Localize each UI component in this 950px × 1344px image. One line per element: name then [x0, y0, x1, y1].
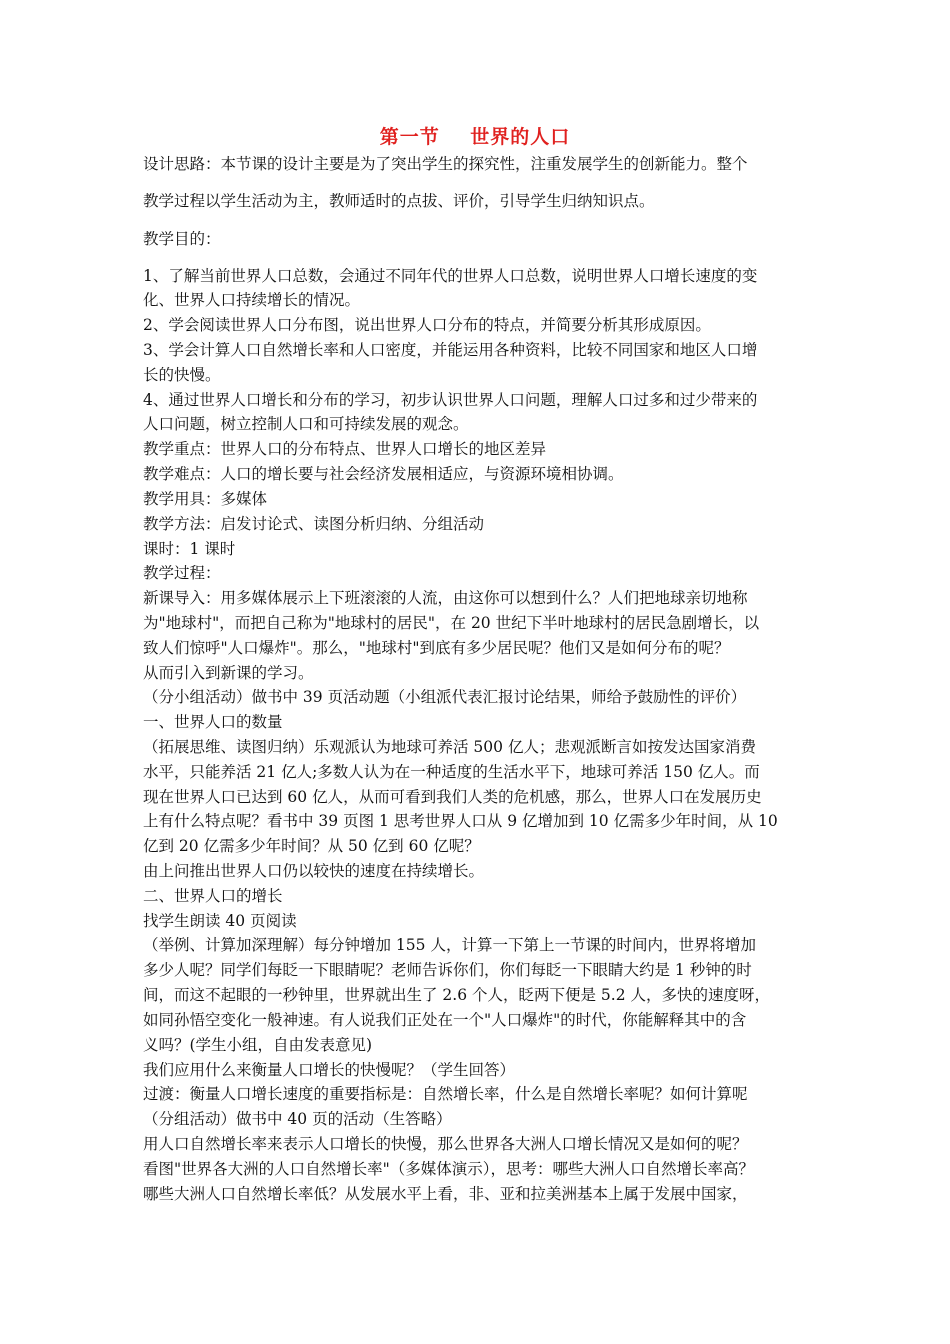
- paragraph-line: （分小组活动）做书中 39 页活动题（小组派代表汇报讨论结果，师给予鼓励性的评价）: [143, 688, 747, 706]
- paragraph-line: （拓展思维、读图归纳）乐观派认为地球可养活 500 亿人；悲观派断言如按发达国家消费: [143, 738, 756, 756]
- paragraph-line: 水平，只能养活 21 亿人;多数人认为在一种适度的生活水平下，地球可养活 150 亿人。而: [143, 763, 760, 781]
- paragraph-line: 教学难点：人口的增长要与社会经济发展相适应，与资源环境相协调。: [143, 465, 624, 483]
- paragraph-line: 为"地球村"，而把自己称为"地球村的居民"，在 20 世纪下半叶地球村的居民急剧增长，以: [143, 614, 760, 632]
- paragraph-line: 现在世界人口已达到 60 亿人，从而可看到我们人类的危机感，那么，世界人口在发展历史: [143, 788, 762, 806]
- paragraph-line: 3、学会计算人口自然增长率和人口密度，并能运用各种资料，比较不同国家和地区人口增: [143, 341, 758, 359]
- paragraph-line: 教学目的：: [143, 230, 221, 248]
- paragraph-line: 从而引入到新课的学习。: [143, 664, 314, 682]
- paragraph-line: （举例、计算加深理解）每分钟增加 155 人，计算一下第上一节课的时间内，世界将增加: [143, 936, 756, 954]
- paragraph-line: 我们应用什么来衡量人口增长的快慢呢？（学生回答）: [143, 1061, 516, 1079]
- paragraph-line: 哪些大洲人口自然增长率低？从发展水平上看，非、亚和拉美洲基本上属于发展中国家，: [143, 1185, 748, 1203]
- section-heading: 一、世界人口的数量: [143, 713, 283, 731]
- section-heading: 二、世界人口的增长: [143, 887, 283, 905]
- page-title: 第一节 世界的人口: [379, 126, 571, 148]
- paragraph-line: 看图"世界各大洲的人口自然增长率"（多媒体演示），思考：哪些大洲人口自然增长率高？: [143, 1160, 755, 1178]
- paragraph-line: 教学过程：: [143, 564, 221, 582]
- paragraph-line: 由上问推出世界人口仍以较快的速度在持续增长。: [143, 862, 485, 880]
- paragraph-line: 教学过程以学生活动为主，教师适时的点拔、评价，引导学生归纳知识点。: [143, 192, 655, 210]
- paragraph-line: 教学重点：世界人口的分布特点、世界人口增长的地区差异: [143, 440, 547, 458]
- paragraph-line: 课时：1 课时: [143, 540, 236, 558]
- paragraph-line: 间，而这不起眼的一秒钟里，世界就出生了 2.6 个人，眨两下便是 5.2 人，多快的速度呀，: [143, 986, 771, 1004]
- paragraph-line: 义吗？(学生小组，自由发表意见): [143, 1036, 373, 1054]
- paragraph-line: 用人口自然增长率来表示人口增长的快慢，那么世界各大洲人口增长情况又是如何的呢？: [143, 1135, 748, 1153]
- paragraph-line: 找学生朗读 40 页阅读: [143, 912, 297, 930]
- paragraph-line: 设计思路：本节课的设计主要是为了突出学生的探究性，注重发展学生的创新能力。整个: [143, 155, 748, 173]
- paragraph-line: （分组活动）做书中 40 页的活动（生答略）: [143, 1110, 452, 1128]
- paragraph-line: 过渡：衡量人口增长速度的重要指标是：自然增长率，什么是自然增长率呢？如何计算呢: [143, 1085, 748, 1103]
- paragraph-line: 教学方法：启发讨论式、读图分析归纳、分组活动: [143, 515, 485, 533]
- paragraph-line: 人口问题，树立控制人口和可持续发展的观念。: [143, 415, 469, 433]
- paragraph-line: 如同孙悟空变化一般神速。有人说我们正处在一个"人口爆炸"的时代，你能解释其中的含: [143, 1011, 747, 1029]
- paragraph-line: 1、了解当前世界人口总数，会通过不同年代的世界人口总数，说明世界人口增长速度的变: [143, 267, 758, 285]
- paragraph-line: 2、学会阅读世界人口分布图，说出世界人口分布的特点，并简要分析其形成原因。: [143, 316, 711, 334]
- paragraph-line: 上有什么特点呢？看书中 39 页图 1 思考世界人口从 9 亿增加到 10 亿需多少年时间，从 10: [143, 812, 778, 830]
- paragraph-line: 致人们惊呼"人口爆炸"。那么，"地球村"到底有多少居民呢？他们又是如何分布的呢？: [143, 639, 730, 657]
- paragraph-line: 长的快慢。: [143, 366, 221, 384]
- paragraph-line: 亿到 20 亿需多少年时间？从 50 亿到 60 亿呢？: [143, 837, 480, 855]
- paragraph-line: 新课导入：用多媒体展示上下班滚滚的人流，由这你可以想到什么？人们把地球亲切地称: [143, 589, 748, 607]
- paragraph-line: 多少人呢？同学们每眨一下眼睛呢？老师告诉你们，你们每眨一下眼睛大约是 1 秒钟的时: [143, 961, 752, 979]
- paragraph-line: 化、世界人口持续增长的情况。: [143, 291, 361, 309]
- paragraph-line: 教学用具：多媒体: [143, 490, 268, 508]
- paragraph-line: 4、通过世界人口增长和分布的学习，初步认识世界人口问题，理解人口过多和过少带来的: [143, 391, 758, 409]
